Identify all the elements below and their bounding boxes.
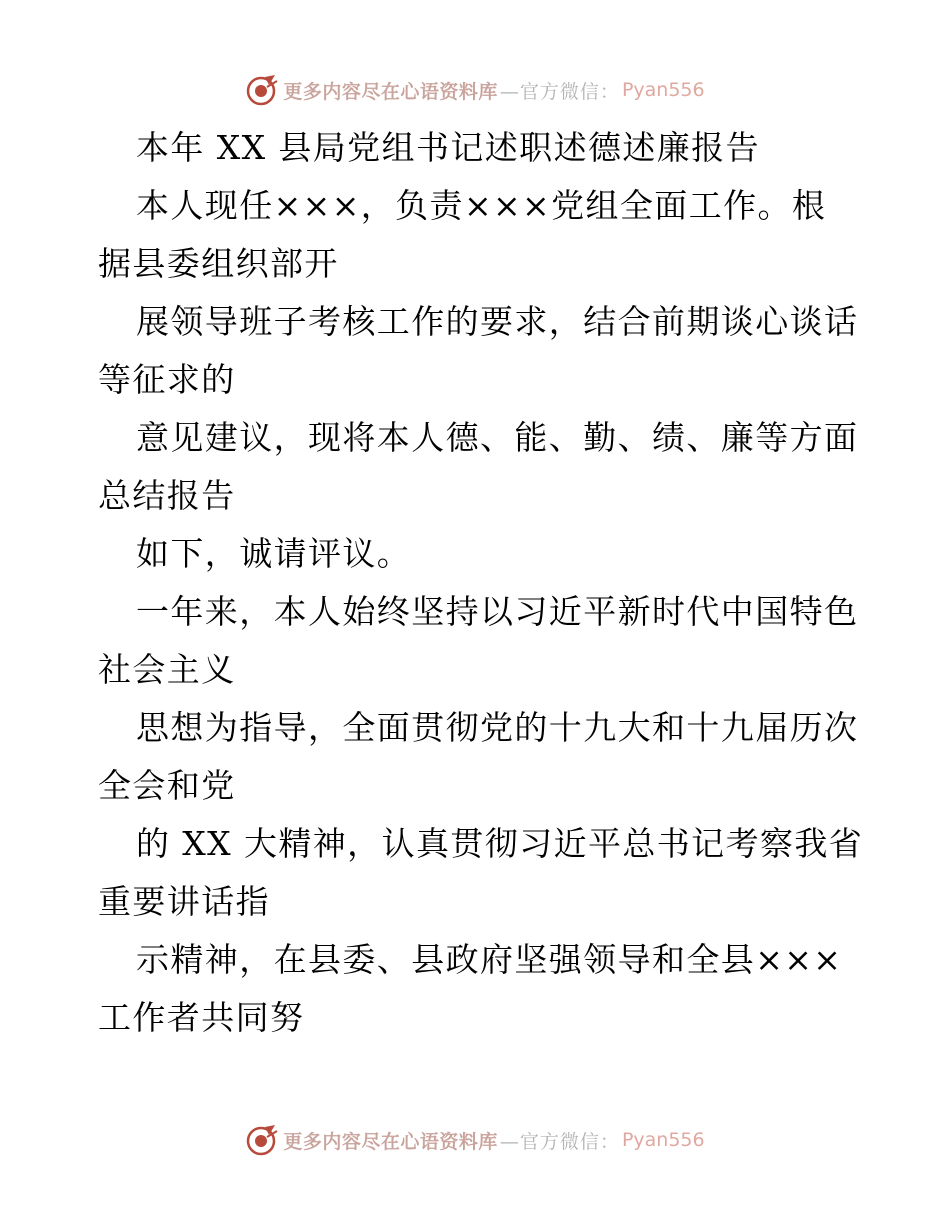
text-line: 总结报告 bbox=[98, 476, 236, 515]
banner-separator-text: —官方微信： bbox=[499, 1130, 620, 1153]
banner-separator-text: —官方微信： bbox=[499, 80, 620, 103]
text-line: 工作者共同努 bbox=[98, 998, 305, 1037]
text-line: 社会主义 bbox=[98, 650, 236, 689]
text-line: 重要讲话指 bbox=[98, 882, 270, 921]
text-line: 全会和党 bbox=[98, 766, 236, 805]
footer-watermark-banner bbox=[0, 1120, 950, 1160]
document-title: 本年 XX 县局党组书记述职述德述廉报告 bbox=[136, 128, 760, 167]
banner-wechat-id: Pyan556 bbox=[621, 1129, 705, 1151]
text-line: 的 XX 大精神，认真贯彻习近平总书记考察我省 bbox=[136, 824, 864, 863]
text-line: 如下，诚请评议。 bbox=[136, 534, 412, 573]
text-line: 思想为指导，全面贯彻党的十九大和十九届历次 bbox=[136, 708, 859, 747]
text-line: 据县委组织部开 bbox=[98, 244, 339, 283]
banner-brand-text: 更多内容尽在心语资料库 bbox=[283, 1130, 498, 1153]
banner-brand-text: 更多内容尽在心语资料库 bbox=[283, 80, 498, 103]
brand-logo-icon bbox=[245, 1123, 279, 1157]
text-line: 一年来，本人始终坚持以习近平新时代中国特色 bbox=[136, 592, 859, 631]
text-line: 本人现任×××，负责×××党组全面工作。根 bbox=[136, 186, 827, 225]
text-line: 意见建议，现将本人德、能、勤、绩、廉等方面 bbox=[136, 418, 859, 457]
text-line: 展领导班子考核工作的要求，结合前期谈心谈话 bbox=[136, 302, 859, 341]
header-watermark-banner bbox=[0, 70, 950, 110]
text-line: 示精神，在县委、县政府坚强领导和全县××× bbox=[136, 940, 843, 979]
text-line: 等征求的 bbox=[98, 360, 236, 399]
brand-logo-icon bbox=[245, 73, 279, 107]
banner-wechat-id: Pyan556 bbox=[621, 79, 705, 101]
